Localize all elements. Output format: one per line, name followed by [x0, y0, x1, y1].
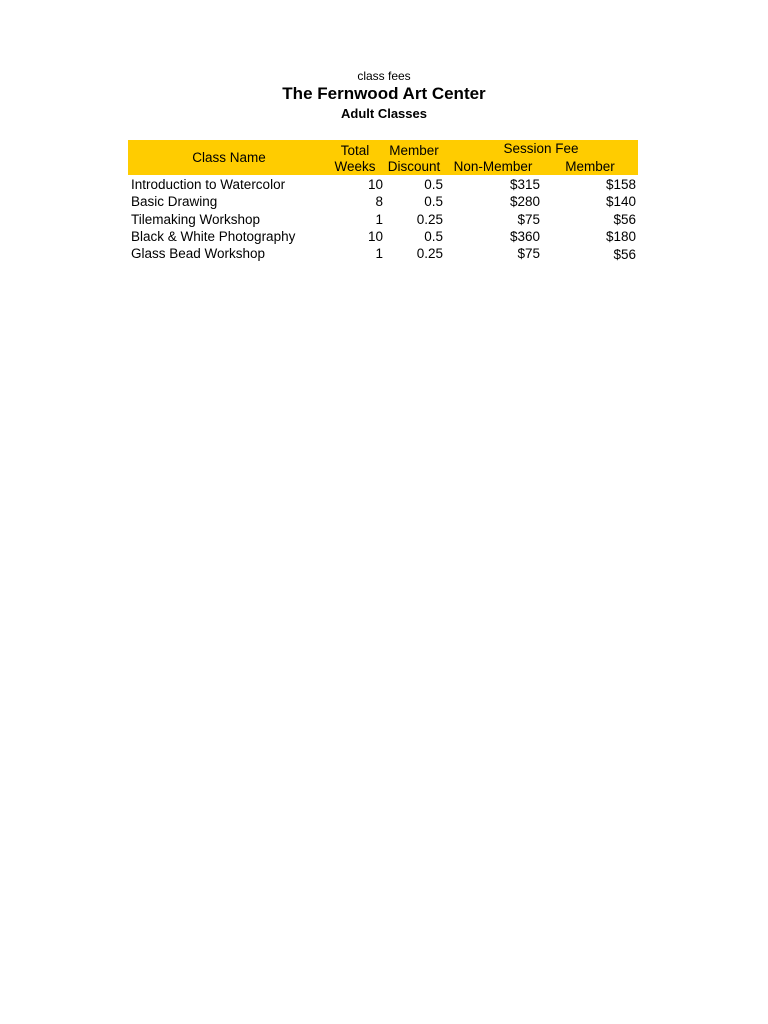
row-5-class-name: Glass Bead Workshop [131, 246, 266, 261]
row-3-non-member-fee: $75 [517, 212, 540, 227]
header-total-weeks-line2: Weeks [334, 159, 376, 174]
row-4-member-fee: $180 [605, 229, 636, 244]
header-member-discount-line1: Member [389, 143, 439, 158]
row-2-non-member-fee: $280 [509, 194, 540, 209]
row-2-member-discount: 0.5 [424, 194, 443, 209]
header-total-weeks-line1: Total [340, 143, 370, 158]
row-1-class-name: Introduction to Watercolor [131, 177, 286, 192]
row-3-member-discount: 0.25 [416, 212, 443, 227]
row-4-non-member-fee: $360 [509, 229, 540, 244]
header-class-name: Class Name [192, 150, 266, 165]
row-2-class-name: Basic Drawing [131, 194, 218, 209]
header-member-discount-line2: Discount [387, 159, 441, 174]
row-2-member-fee: $140 [605, 194, 636, 209]
row-1-member-discount: 0.5 [424, 177, 443, 192]
page-subtitle: Adult Classes [341, 106, 427, 121]
row-1-non-member-fee: $315 [509, 177, 540, 192]
row-2-total-weeks: 8 [375, 194, 383, 209]
row-4-class-name: Black & White Photography [131, 229, 296, 244]
header-non-member: Non-Member [453, 159, 533, 174]
row-4-member-discount: 0.5 [424, 229, 443, 244]
header-member: Member [565, 159, 615, 174]
row-5-total-weeks: 1 [375, 246, 383, 261]
row-5-non-member-fee: $75 [517, 246, 540, 261]
row-1-member-fee: $158 [605, 177, 636, 192]
row-4-total-weeks: 10 [367, 229, 383, 244]
row-3-total-weeks: 1 [375, 212, 383, 227]
page-title: The Fernwood Art Center [282, 84, 486, 103]
sheet-label: class fees [357, 69, 411, 83]
row-5-member-discount: 0.25 [416, 246, 443, 261]
header-session-fee: Session Fee [503, 141, 579, 156]
row-3-member-fee: $56 [613, 212, 636, 227]
row-3-class-name: Tilemaking Workshop [131, 212, 261, 227]
row-5-member-fee: $56 [613, 247, 636, 262]
row-1-total-weeks: 10 [367, 177, 383, 192]
